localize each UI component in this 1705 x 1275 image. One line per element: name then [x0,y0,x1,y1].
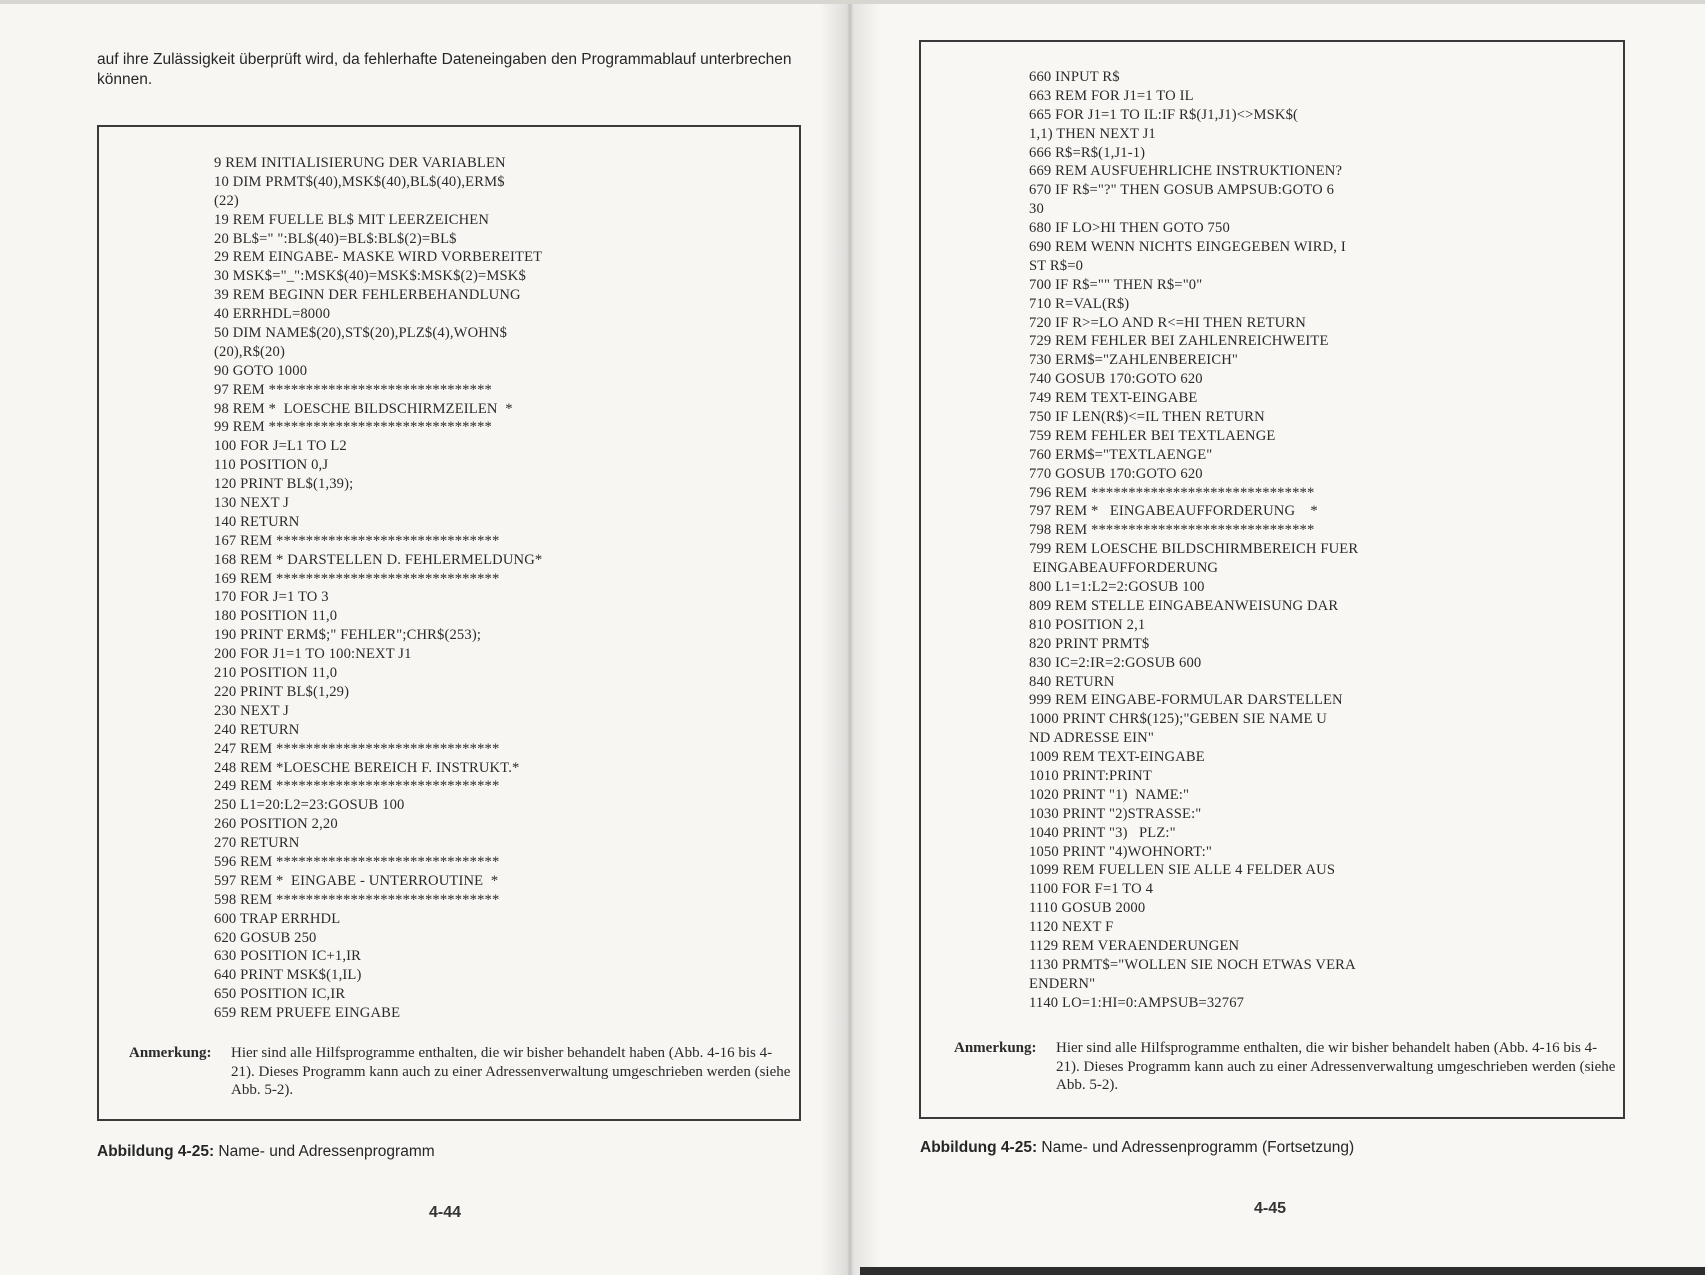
code-line: 650 POSITION IC,IR [214,986,346,1003]
code-line: 249 REM ****************************** [214,778,500,795]
code-line: 999 REM EINGABE-FORMULAR DARSTELLEN [1029,692,1343,709]
code-line: 110 POSITION 0,J [214,457,329,474]
code-line: 247 REM ****************************** [214,740,500,757]
code-line: 1140 LO=1:HI=0:AMPSUB=32767 [1029,994,1245,1011]
code-line: 840 RETURN [1029,673,1115,690]
code-line: 1100 FOR F=1 TO 4 [1029,881,1154,898]
code-line: 770 GOSUB 170:GOTO 620 [1029,465,1203,482]
code-line: 1099 REM FUELLEN SIE ALLE 4 FELDER AUS [1029,862,1336,879]
code-line: 665 FOR J1=1 TO IL:IF R$(J1,J1)<>MSK$( [1029,106,1299,123]
note-label: Anmerkung: [129,1045,212,1061]
caption-label: Abbildung 4-25: [97,1143,215,1160]
code-line: 240 RETURN [214,721,300,738]
right-page [850,0,1705,1275]
left-page [0,0,850,1275]
code-line: 1120 NEXT F [1029,919,1114,936]
code-line: 666 R$=R$(1,J1-1) [1029,144,1146,161]
code-line: 797 REM * EINGABEAUFFORDERUNG * [1029,503,1318,520]
code-line: 210 POSITION 11,0 [214,665,338,682]
code-line: 1,1) THEN NEXT J1 [1029,125,1156,142]
code-line: 1050 PRINT "4)WOHNORT:" [1029,843,1212,860]
code-line: 120 PRINT BL$(1,39); [214,476,354,493]
code-line: 39 REM BEGINN DER FEHLERBEHANDLUNG [214,287,521,304]
code-line: 190 PRINT ERM$;" FEHLER";CHR$(253); [214,627,482,644]
code-line: 810 POSITION 2,1 [1029,616,1146,633]
book-gutter [820,0,880,1275]
code-line: 750 IF LEN(R$)<=IL THEN RETURN [1029,409,1265,426]
code-line: 180 POSITION 11,0 [214,608,338,625]
code-line: 1010 PRINT:PRINT [1029,767,1152,784]
note-text: Hier sind alle Hilfsprogramme enthalten, die wir bisher behandelt haben (Abb. 4-16 bis 4-21). Dieses Programm kann auch zu einer Adressenverwaltung umgeschrieben werden (siehe Abb. 5-2). [1056,1040,1616,1093]
code-line: 248 REM *LOESCHE BEREICH F. INSTRUKT.* [214,759,520,776]
code-line: 50 DIM NAME$(20),ST$(20),PLZ$(4),WOHN$ [214,325,508,342]
code-line: ND ADRESSE EIN" [1029,730,1154,747]
code-line: 1129 REM VERAENDERUNGEN [1029,937,1240,954]
code-line: 99 REM ****************************** [214,419,492,436]
code-line: 140 RETURN [214,513,300,530]
code-listing-right [1029,68,1358,1013]
code-line: 260 POSITION 2,20 [214,816,338,833]
code-line: (22) [214,192,239,209]
caption-text: Name- und Adressenprogramm [218,1143,435,1160]
code-line: 9 REM INITIALISIERUNG DER VARIABLEN [214,155,506,171]
code-line: 250 L1=20:L2=23:GOSUB 100 [214,797,405,814]
code-line: 169 REM ****************************** [214,570,500,587]
code-line: 796 REM ****************************** [1029,484,1315,501]
code-line: ST R$=0 [1029,257,1084,274]
page-number-left: 4-44 [429,1204,462,1221]
caption-label: Abbildung 4-25: [920,1139,1038,1156]
code-line: 270 RETURN [214,835,300,852]
code-line: 700 IF R$="" THEN R$="0" [1029,276,1203,293]
code-line: 809 REM STELLE EINGABEANWEISUNG DAR [1029,597,1339,614]
code-listing-box-left [97,125,801,1121]
code-line: 98 REM * LOESCHE BILDSCHIRMZEILEN * [214,400,513,417]
code-line: 630 POSITION IC+1,IR [214,948,362,965]
code-line: 40 ERRHDL=8000 [214,306,331,323]
code-line: 800 L1=1:L2=2:GOSUB 100 [1029,579,1205,596]
code-line: 680 IF LO>HI THEN GOTO 750 [1029,220,1230,237]
code-line: 596 REM ****************************** [214,853,500,870]
code-line: 730 ERM$="ZAHLENBEREICH" [1029,352,1238,369]
code-line: 620 GOSUB 250 [214,929,317,946]
code-line: EINGABEAUFFORDERUNG [1029,560,1219,577]
code-listing-left [214,154,542,1023]
code-line: 30 [1029,201,1044,218]
note-label: Anmerkung: [954,1040,1037,1056]
intro-paragraph: auf ihre Zulässigkeit überprüft wird, da fehlerhafte Dateneingaben den Programmablauf unterbrechen können. [97,51,792,88]
code-line: 170 FOR J=1 TO 3 [214,589,329,606]
code-line: 200 FOR J1=1 TO 100:NEXT J1 [214,646,412,663]
code-line: 1030 PRINT "2)STRASSE:" [1029,805,1202,822]
code-line: 710 R=VAL(R$) [1029,295,1130,312]
code-line: 830 IC=2:IR=2:GOSUB 600 [1029,654,1202,671]
code-line: ENDERN" [1029,975,1096,992]
code-line: 690 REM WENN NICHTS EINGEGEBEN WIRD, I [1029,239,1346,256]
code-line: 220 PRINT BL$(1,29) [214,683,350,700]
code-line: 749 REM TEXT-EINGABE [1029,390,1198,407]
code-line: 10 DIM PRMT$(40),MSK$(40),BL$(40),ERM$ [214,173,505,190]
caption-text: Name- und Adressenprogramm (Fortsetzung) [1041,1139,1355,1156]
code-line: 167 REM ****************************** [214,532,500,549]
code-listing-box-right [919,40,1625,1119]
code-line: 19 REM FUELLE BL$ MIT LEERZEICHEN [214,211,490,228]
figure-caption-right [920,1139,1354,1157]
code-line: 1110 GOSUB 2000 [1029,900,1146,917]
code-line: 740 GOSUB 170:GOTO 620 [1029,371,1203,388]
code-line: 659 REM PRUEFE EINGABE [214,1005,401,1022]
code-line: 97 REM ****************************** [214,381,492,398]
code-line: 720 IF R>=LO AND R<=HI THEN RETURN [1029,314,1306,331]
code-line: 798 REM ****************************** [1029,522,1315,539]
code-line: 100 FOR J=L1 TO L2 [214,438,347,455]
code-line: 598 REM ****************************** [214,891,500,908]
code-line: 597 REM * EINGABE - UNTERROUTINE * [214,872,499,889]
code-line: 729 REM FEHLER BEI ZAHLENREICHWEITE [1029,333,1329,350]
code-line: 760 ERM$="TEXTLAENGE" [1029,446,1213,463]
code-line: 1009 REM TEXT-EINGABE [1029,749,1205,766]
code-line: 669 REM AUSFUEHRLICHE INSTRUKTIONEN? [1029,163,1343,180]
note-text: Hier sind alle Hilfsprogramme enthalten, die wir bisher behandelt haben (Abb. 4-16 bis 4-21). Dieses Programm kann auch zu einer Adressenverwaltung umgeschrieben werden (siehe Abb. 5-2). [231,1045,791,1098]
code-line: 29 REM EINGABE- MASKE WIRD VORBEREITET [214,249,543,266]
code-line: 20 BL$=" ":BL$(40)=BL$:BL$(2)=BL$ [214,230,457,247]
code-line: (20),R$(20) [214,343,285,360]
page-number-right: 4-45 [1254,1200,1287,1217]
code-line: 759 REM FEHLER BEI TEXTLAENGE [1029,427,1276,444]
code-line: 230 NEXT J [214,702,290,719]
scan-bottom-edge [860,1267,1705,1275]
code-line: 663 REM FOR J1=1 TO IL [1029,87,1194,104]
code-line: 670 IF R$="?" THEN GOSUB AMPSUB:GOTO 6 [1029,182,1335,199]
code-line: 820 PRINT PRMT$ [1029,635,1150,652]
code-line: 168 REM * DARSTELLEN D. FEHLERMELDUNG* [214,551,543,568]
code-line: 1040 PRINT "3) PLZ:" [1029,824,1176,841]
code-line: 799 REM LOESCHE BILDSCHIRMBEREICH FUER [1029,541,1359,558]
code-line: 1000 PRINT CHR$(125);"GEBEN SIE NAME U [1029,711,1327,728]
code-line: 30 MSK$="_":MSK$(40)=MSK$:MSK$(2)=MSK$ [214,268,526,285]
figure-caption-left [97,1143,435,1161]
code-line: 660 INPUT R$ [1029,69,1120,85]
code-line: 1020 PRINT "1) NAME:" [1029,786,1190,803]
code-line: 1130 PRMT$="WOLLEN SIE NOCH ETWAS VERA [1029,956,1356,973]
page-top-edge [0,0,1705,4]
code-line: 600 TRAP ERRHDL [214,910,341,927]
code-line: 640 PRINT MSK$(1,IL) [214,967,362,984]
code-line: 130 NEXT J [214,495,290,512]
code-line: 90 GOTO 1000 [214,362,308,379]
